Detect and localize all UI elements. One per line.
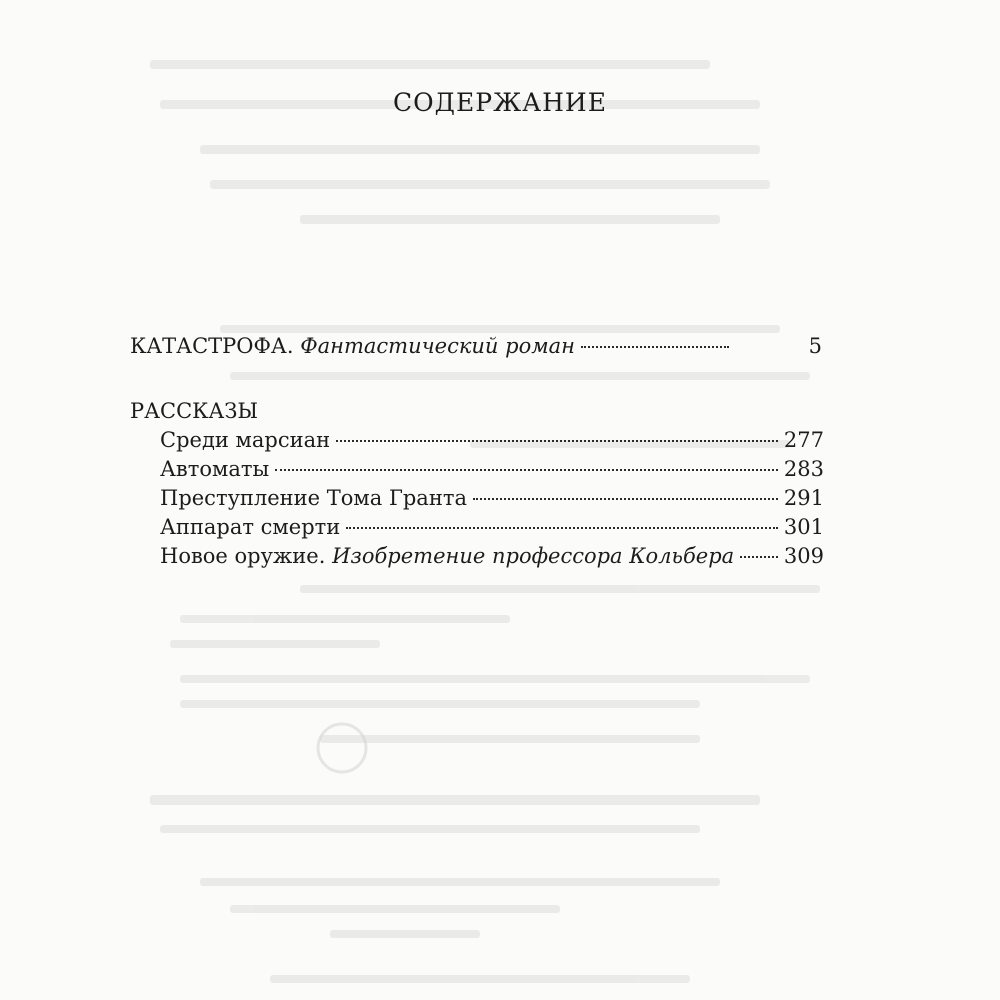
toc-entry-page-number: 309 bbox=[783, 544, 824, 568]
toc-entry-story bbox=[160, 457, 824, 481]
leader-dots bbox=[473, 498, 778, 500]
toc-entry-subtitle: Фантастический роман bbox=[300, 334, 575, 358]
toc-entry-page-number: 301 bbox=[783, 515, 824, 539]
leader-dots bbox=[581, 346, 729, 348]
toc-entry-title: КАТАСТРОФА. bbox=[130, 334, 294, 358]
leader-dots bbox=[336, 440, 778, 442]
toc-entry-title: Новое оружие. bbox=[160, 544, 326, 568]
toc-entry-page-number: 291 bbox=[783, 486, 824, 510]
toc-entry-story bbox=[160, 486, 824, 510]
toc-entry-novel bbox=[130, 334, 822, 358]
page-title: СОДЕРЖАНИЕ bbox=[393, 88, 607, 117]
toc-entry-title: Преступление Тома Гранта bbox=[160, 486, 467, 510]
toc-entry-subtitle: Изобретение профессора Кольбера bbox=[332, 544, 735, 568]
toc-entry-story bbox=[160, 515, 824, 539]
toc-entry-title: Автоматы bbox=[160, 457, 270, 481]
leader-dots bbox=[740, 556, 778, 558]
leader-dots bbox=[275, 469, 778, 471]
toc-entry-page-number: 277 bbox=[783, 428, 824, 452]
toc-entry-page-number: 283 bbox=[783, 457, 824, 481]
toc-entry-page-number: 5 bbox=[808, 334, 822, 358]
section-heading-stories: РАССКАЗЫ bbox=[130, 399, 259, 423]
toc-entry-story bbox=[160, 544, 824, 568]
toc-entry-story bbox=[160, 428, 824, 452]
leader-dots bbox=[346, 527, 778, 529]
toc-entry-title: Аппарат смерти bbox=[160, 515, 341, 539]
toc-entry-title: Среди марсиан bbox=[160, 428, 331, 452]
